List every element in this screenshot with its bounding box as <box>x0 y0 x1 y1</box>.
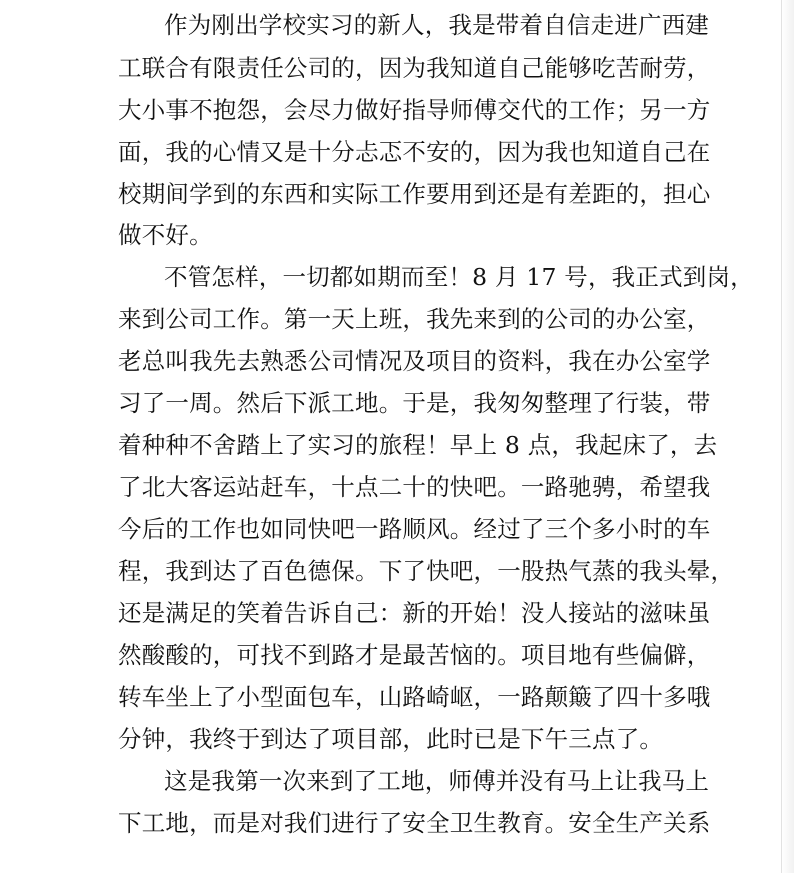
paragraph-line-3: 大小事不抱怨，会尽力做好指导师傅交代的工作；另一方 <box>118 96 711 124</box>
page-edge <box>781 0 794 873</box>
paragraph-line-9: 老总叫我先去熟悉公司情况及项目的资料，我在办公室学 <box>118 347 711 375</box>
paragraph-line-11: 着种种不舍踏上了实习的旅程！早上 8 点，我起床了，去 <box>118 431 718 459</box>
paragraph-line-15: 还是满足的笑着告诉自己：新的开始！没人接站的滋味虽 <box>118 599 711 627</box>
paragraph-line-6: 做不好。 <box>118 221 213 249</box>
paragraph-line-20: 下工地，而是对我们进行了安全卫生教育。安全生产关系 <box>118 809 711 837</box>
paragraph-line-18: 分钟，我终于到达了项目部，此时已是下午三点了。 <box>118 725 664 753</box>
paragraph-line-7: 不管怎样，一切都如期而至！8 月 17 号，我正式到岗， <box>164 263 754 291</box>
paragraph-line-13: 今后的工作也如同快吧一路顺风。经过了三个多小时的车 <box>118 515 711 543</box>
paragraph-line-4: 面，我的心情又是十分忐忑不安的，因为我也知道自己在 <box>118 138 711 166</box>
paragraph-line-14: 程，我到达了百色德保。下了快吧，一股热气蒸的我头晕， <box>118 557 735 585</box>
paragraph-line-10: 习了一周。然后下派工地。于是，我匆匆整理了行装，带 <box>118 389 711 417</box>
paragraph-line-12: 了北大客运站赶车，十点二十的快吧。一路驰骋，希望我 <box>118 473 711 501</box>
paragraph-line-19: 这是我第一次来到了工地，师傅并没有马上让我马上 <box>164 767 710 795</box>
paragraph-line-1: 作为刚出学校实习的新人，我是带着自信走进广西建 <box>164 11 710 39</box>
paragraph-line-17: 转车坐上了小型面包车，山路崎岖，一路颠簸了四十多哦 <box>118 683 711 711</box>
paragraph-line-2: 工联合有限责任公司的，因为我知道自己能够吃苦耐劳， <box>118 54 711 82</box>
paragraph-line-5: 校期间学到的东西和实际工作要用到还是有差距的，担心 <box>118 180 711 208</box>
paragraph-line-8: 来到公司工作。第一天上班，我先来到的公司的办公室， <box>118 305 711 333</box>
paragraph-line-16: 然酸酸的，可找不到路才是最苦恼的。项目地有些偏僻， <box>118 641 711 669</box>
